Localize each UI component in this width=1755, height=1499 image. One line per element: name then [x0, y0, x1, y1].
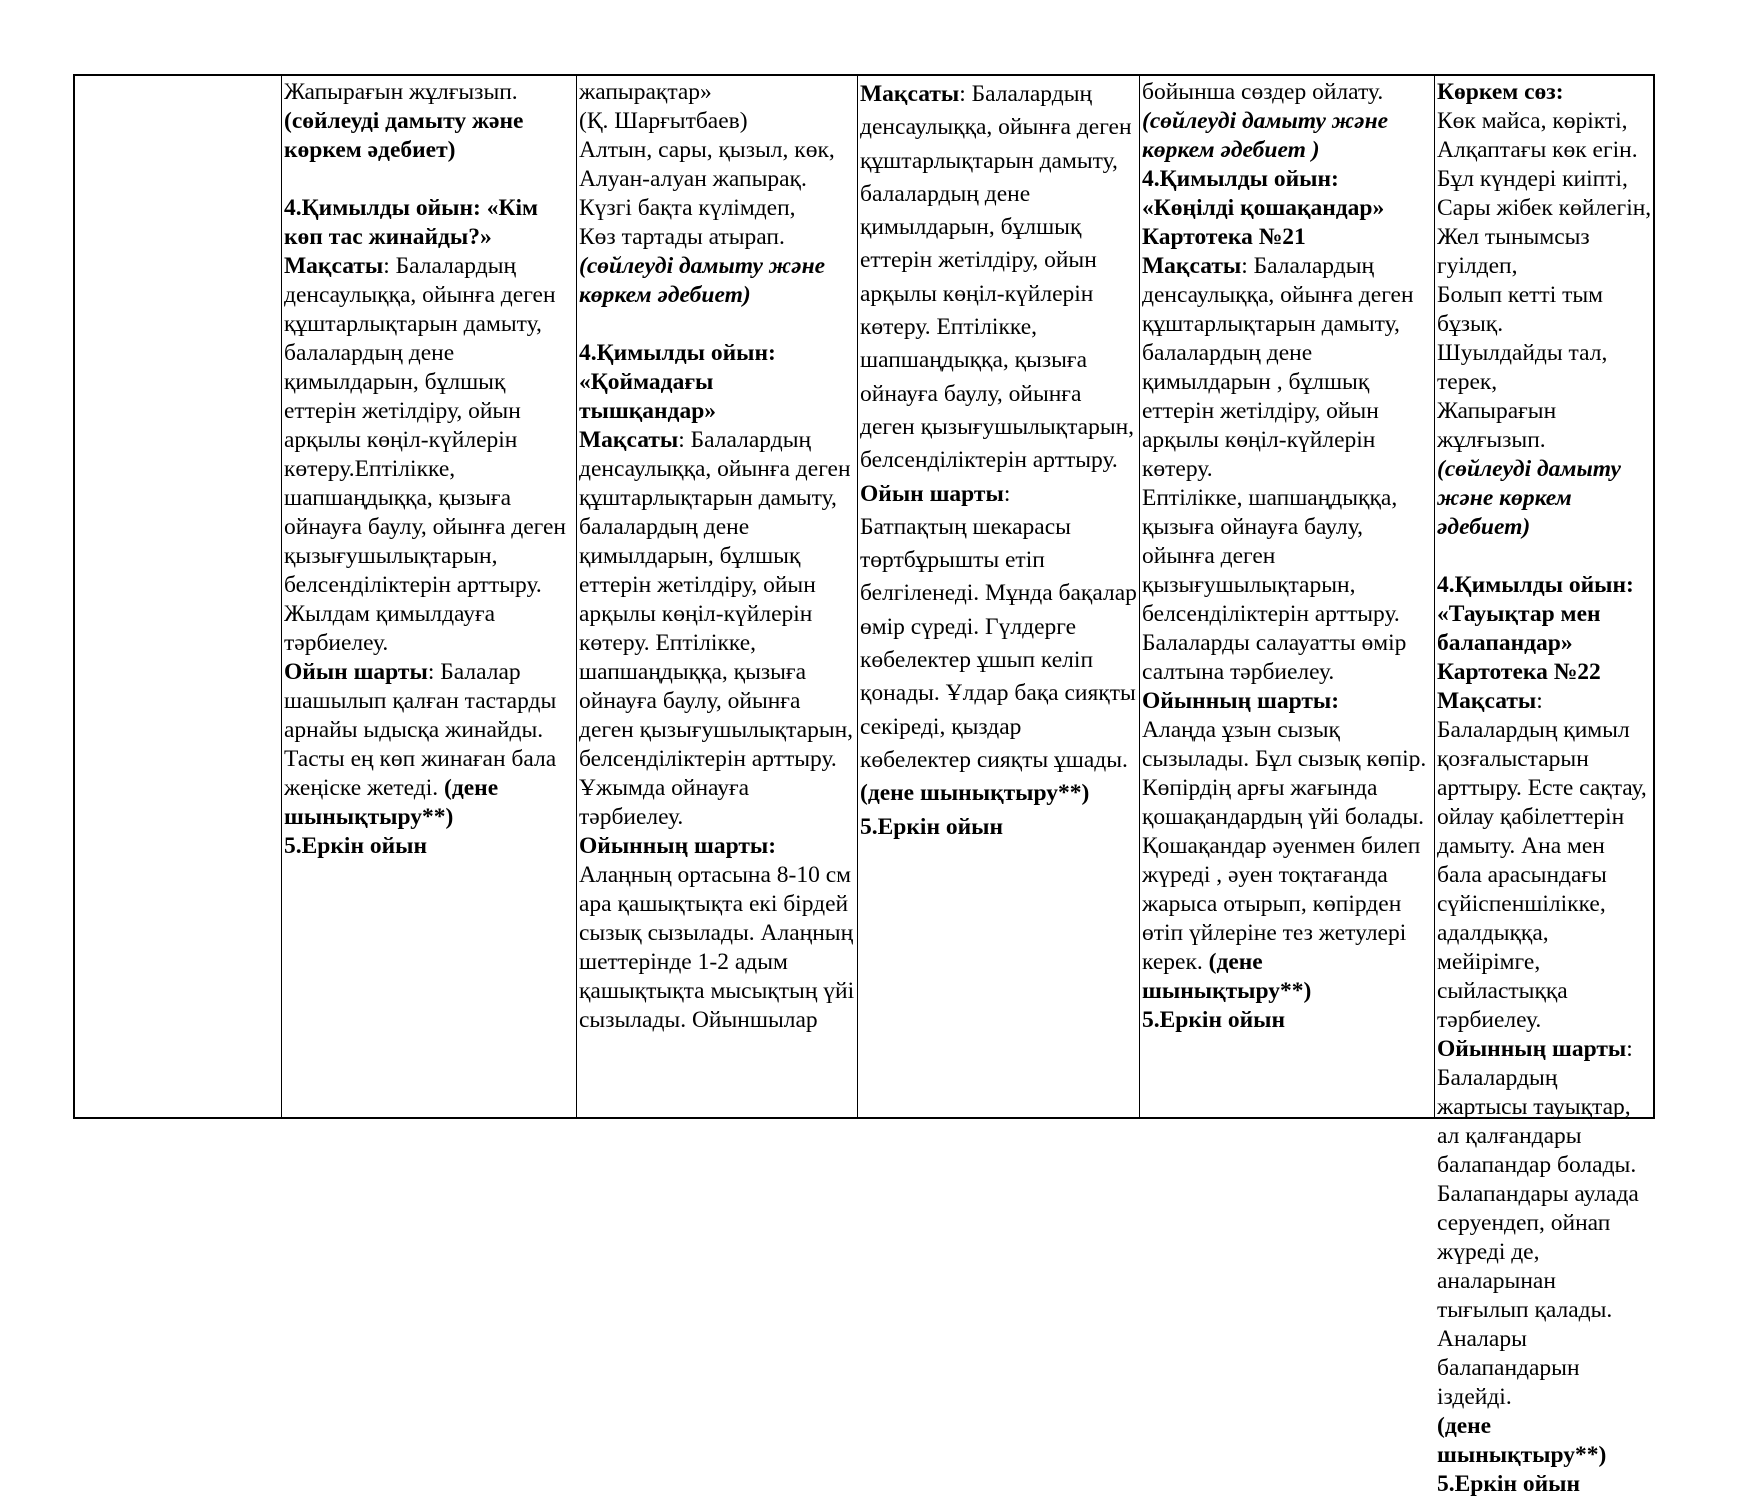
cell-text-run: жапырақтар» (Қ. Шарғытбаев) Алтын, сары, қызыл, көк, Алуан-алуан жапырақ. Күзгі бақта күлімдеп, Көз тартады атырап.	[579, 79, 835, 250]
column-divider	[1434, 76, 1435, 1117]
cell-text-run: (сөйлеуді дамыту және көркем әдебиет)	[1437, 456, 1621, 540]
cell-text-run: (сөйлеуді дамыту және көркем әдебиет)	[579, 253, 826, 308]
cell-text-run: : Батпақтың шекарасы төртбұрышты етіп белгіленеді. Мұнда бақалар өмір сүреді. Гүлдерге көбелектер ұшып келіп қонады. Ұлдар бақа сияқты секіреді, қыздар көбелектер сияқты ұшады.	[860, 480, 1137, 773]
column-divider	[576, 76, 577, 1117]
cell-text-run: Ойынның шарты	[1437, 1036, 1627, 1062]
cell-text-run: (дене шынықтыру**) 5.Еркін ойын	[860, 780, 1090, 840]
cell-text-run: : Балалардың денсаулыққа, ойынға деген құштарлықтарын дамыту, балалардың дене қимылдарын, бұлшық еттерін жетілдіру, ойын арқылы көңіл-күйлерін көтеру. Ептілікке, шапшаңдыққа, қызыға ойнауға баулу, ойынға деген қызығушылықтарын, белсенділіктерін арттыру.	[860, 81, 1135, 474]
table-cell-col-5	[1142, 78, 1432, 1035]
cell-text-run: Көк майса, көрікті, Алқаптағы көк егін. Бұл күндері киіпті, Сары жібек көйлегін, Жел тынымсыз гуілдеп, Болып кетті тым бұзық. Шуылдайды тал, терек, Жапырағын жұлғызып.	[1437, 108, 1652, 453]
cell-text-run: Алаңның ортасына 8-10 см ара қашықтықта екі бірдей сызық сызылады. Алаңның шеттерінде 1-2 адым қашықтықта мысықтың үйі сызылады. Ойыншылар	[579, 862, 855, 1033]
cell-text-run: : Балалар шашылып қалған тастарды арнайы ыдысқа жинайды. Тасты ең көп жинаған бала жеңіске жетеді.	[284, 659, 557, 801]
cell-text-run: : Балалардың денсаулыққа, ойынға деген құштарлықтарын дамыту, балалардың дене қимылдарын , бұлшық еттерін жетілдіру, ойын арқылы көңіл-күйлерін көтеру. Ептілікке, шапшаңдыққа, қызыға ойнауға баулу, ойынға деген қызығушылықтарын, белсенділіктерін арттыру. Балаларды салауатты өмір салтына тәрбиелеу.	[1142, 253, 1414, 685]
cell-text-run: : Балалардың жартысы тауықтар, ал қалғандары балапандар болады. Балапандары аулада серуендеп, ойнап жүреді де, аналарынан тығылып қалады. Аналары балапандарын іздейді.	[1437, 1036, 1639, 1410]
table-cell-col-3	[579, 78, 855, 1035]
table-cell-col-2	[284, 78, 574, 861]
cell-text-run: (дене шынықтыру**) 5.Еркін ойын	[284, 775, 499, 859]
cell-text-run: Ойынның шарты:	[579, 833, 777, 859]
table-cell-col-4	[860, 78, 1137, 844]
cell-text-run: (дене шынықтыру**) 5.Еркін ойын	[1142, 949, 1312, 1033]
cell-text-run: Жапырағын жұлғызып.	[284, 79, 518, 105]
table-cell-col-6	[1437, 78, 1653, 1499]
cell-text-run: (сөйлеуді дамыту және көркем әдебиет) 4.Қимылды ойын: «Кім көп тас жинайды?» Мақсаты	[284, 108, 539, 279]
cell-text-run: Ойын шарты	[284, 659, 428, 685]
schedule-table	[73, 74, 1655, 1497]
cell-text-run: (дене шынықтыру**) 5.Еркін ойын	[1437, 1413, 1607, 1497]
cell-text-run: бойынша сөздер ойлату.	[1142, 79, 1384, 105]
cell-text-run: Ойынның шарты:	[1142, 688, 1340, 714]
cell-text-run: Ойын шарты	[860, 480, 1004, 507]
cell-text-run: (сөйлеуді дамыту және көркем әдебиет )	[1142, 108, 1389, 163]
cell-text-run: Алаңда ұзын сызық сызылады. Бұл сызық көпір. Көпірдің арғы жағында қошақандардың үйі болады. Қошақандар әуенмен билеп жүреді , әуен тоқтағанда жарыса отырып, көпірден өтіп үйлеріне тез жетулері керек.	[1142, 717, 1427, 975]
cell-text-run: 4.Қимылды ойын: «Қоймадағы тышқандар» Мақсаты	[579, 340, 776, 453]
column-divider	[281, 76, 282, 1117]
column-divider	[857, 76, 858, 1117]
cell-text-run: 4.Қимылды ойын: «Тауықтар мен балапандар» Картотека №22 Мақсаты	[1437, 572, 1634, 714]
cell-text-run: : Балалардың денсаулыққа, ойынға деген құштарлықтарын дамыту, балалардың дене қимылдарын, бұлшық еттерін жетілдіру, ойын арқылы көңіл-күйлерін көтеру. Ептілікке, шапшаңдыққа, қызыға ойнауға баулу, ойынға деген қызығушылықтарын, белсенділіктерін арттыру. Ұжымда ойнауға тәрбиелеу.	[579, 427, 854, 830]
cell-text-run: Көркем сөз:	[1437, 79, 1564, 105]
column-divider	[1139, 76, 1140, 1117]
cell-text-run: 4.Қимылды ойын: «Көңілді қошақандар» Картотека №21 Мақсаты	[1142, 166, 1385, 279]
cell-text-run: : Балалардың денсаулыққа, ойынға деген құштарлықтарын дамыту, балалардың дене қимылдарын, бұлшық еттерін жетілдіру, ойын арқылы көңіл-күйлерін көтеру.Ептілікке, шапшаңдыққа, қызыға ойнауға баулу, ойынға деген қызығушылықтарын, белсенділіктерін арттыру. Жылдам қимылдауға тәрбиелеу.	[284, 253, 566, 656]
cell-text-run: : Балалардың қимыл қозғалыстарын арттыру. Есте сақтау, ойлау қабілеттерін дамыту. Ана мен бала арасындағы сүйіспеншілікке, адалдыққа, мейірімге, сыйластыққа тәрбиелеу.	[1437, 688, 1647, 1033]
cell-text-run: Мақсаты	[860, 81, 960, 107]
